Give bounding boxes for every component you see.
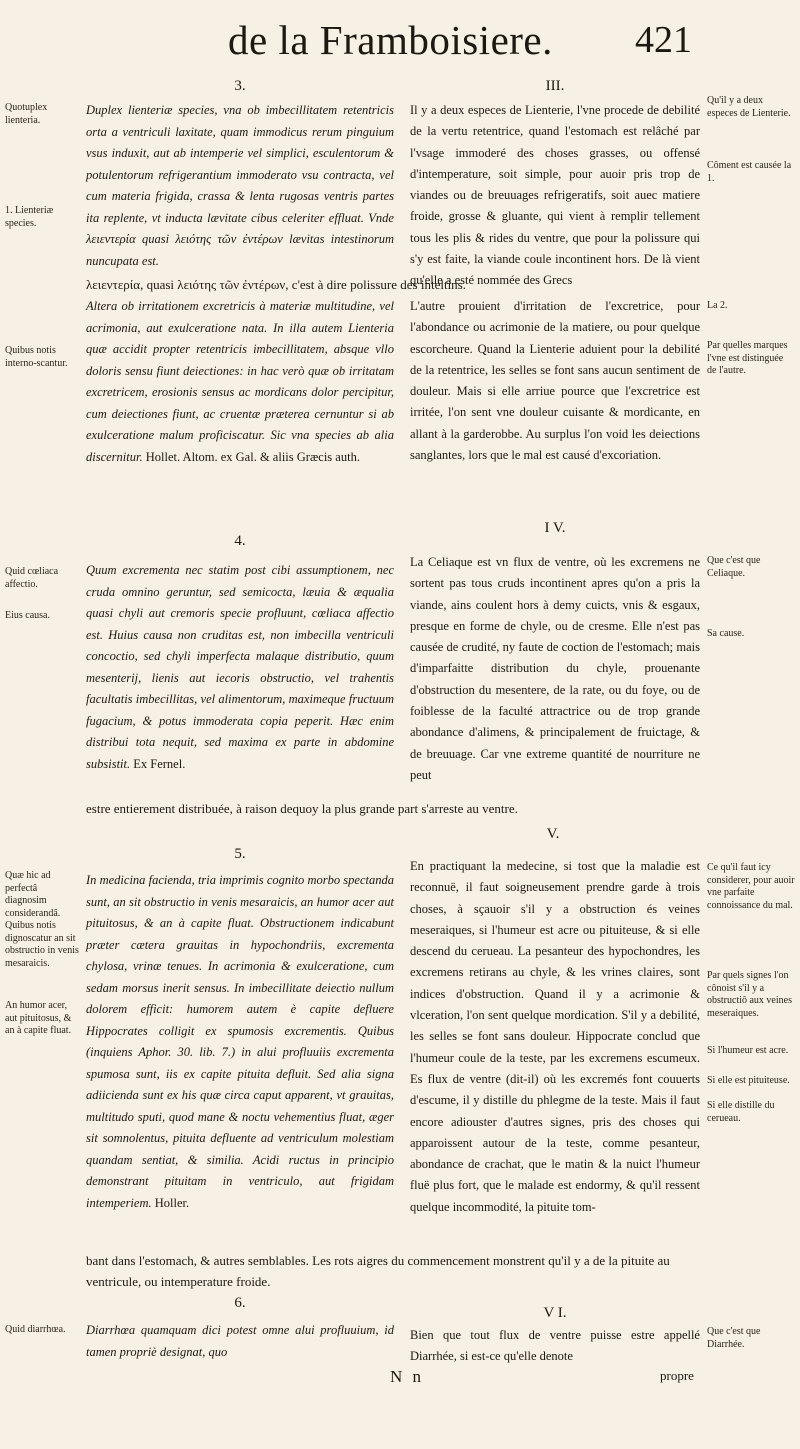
running-header bbox=[0, 16, 800, 76]
margin-note-right: Si l'humeur est acre. bbox=[707, 1045, 789, 1056]
latin-paragraph bbox=[86, 296, 394, 490]
margin-note-left: Quibus notis interno-scantur. bbox=[5, 345, 68, 369]
margin-note-right: Si elle distille du cerueau. bbox=[707, 1100, 775, 1124]
latin-paragraph: Diarrhœa quamquam dici potest omne alui profluuium, id tamen propriè designat, quo bbox=[86, 1323, 394, 1359]
margin-note-right: Sa cause. bbox=[707, 628, 745, 639]
section-number-french: III. bbox=[545, 78, 565, 94]
french-paragraph: En practiquant la medecine, si tost que la maladie est reconnuë, il faut soigneusement prendre garde à trois choses, à sçauoir s'il y a obstruction és veines meseraiques, si l'humeur est acre ou pituiteuse, & si elle descend du cerueau. La pesanteur des hypochondres, les excremens retirans au chyle, & les vrines claires, sont indices d'obstruction. Quand il y a acrimonie & vlceration, l'on sent quelque mordication. S'il y a debilité, les selles se font sans douleur. Hippocrate conclud que l'humeur coule de la teste, par les excremens escumeux. Es flux de ventre (dit-il) où les excremés font couuerts d'escume, il y distille du phlegme de la teste. Mais il faut encore adiouster d'autres signes, pris des choses qui apparoissent autour de la teste, comme pesanteur, abondance de crachat, que le matin & la nuict l'humeur fluë plus fort, que le malade est endormy, & qu'il ressent quelque incommodité, la pituite tom- bbox=[410, 859, 700, 1214]
section-number-french: I V. bbox=[544, 520, 566, 536]
latin-source: Hollet. Altom. ex Gal. & aliis Græcis auth. bbox=[145, 449, 360, 464]
margin-note-right: Que c'est que Diarrhée. bbox=[707, 1326, 761, 1350]
section-number-latin: 3. bbox=[234, 78, 246, 94]
margin-note-left: Quid diarrhœa. bbox=[5, 1324, 66, 1335]
shared-line: bant dans l'estomach, & autres semblables. Les rots aigres du commencement monstrent qu'il y a de la pituite au ventricule, ou intemperature froide. bbox=[86, 1253, 670, 1289]
signature-mark: N n bbox=[390, 1367, 425, 1386]
latin-paragraph bbox=[86, 870, 394, 1248]
section-number-latin: 6. bbox=[234, 1295, 246, 1311]
margin-note-right: Ce qu'il faut icy considerer, pour auoir vne parfaite connoissance du mal. bbox=[707, 862, 795, 911]
catchword: propre bbox=[660, 1368, 694, 1383]
section-number-french: V I. bbox=[543, 1305, 567, 1321]
french-paragraph: L'autre prouient d'irritation de l'excretrice, pour l'abondance ou acrimonie de la matiere, ou pour quelque escorcheure. Quand la Lienterie aduient pour la debilité de la retentrice, les selles se font sans aucun sentiment de douleur. Mais si elle arriue pource que l'excretrice est irritée, l'on sent vne douleur cuisante & mordicante, en allant à la garderobbe. Au surplus l'on void les deiections sanglantes, lors que le mal est causé d'excoriation. bbox=[410, 299, 700, 463]
margin-note-right: Par quelles marques l'vne est distinguée de l'autre. bbox=[707, 340, 788, 376]
margin-note-left: Quid cœliaca affectio. bbox=[5, 566, 59, 590]
margin-note-right: Par quels signes l'on cônoist s'il y a obstructiô aux veines meseraiques. bbox=[707, 970, 792, 1019]
latin-source: Ex Fernel. bbox=[133, 756, 186, 771]
latin-text: Altera ob irritationem excretricis à materiæ multitudine, vel acrimonia, aut exulceratione nata. In illa autem Lienteria quæ accidit propter retentricis imbecillitatem, absque vllo doloris sensu fiunt deiectiones: in hac verò quæ ob irritatam excretricem, erosionis sensus ac mordicans dolor percipitur, cum deiectiones fiunt, ac cruentæ præterea cernuntur si ab exulceratione malum proficiscatur. Sic vna species ab alia discernitur. bbox=[86, 299, 394, 464]
margin-note-left: An humor acer, aut pituitosus, & an à capite fluat. bbox=[5, 1000, 72, 1036]
latin-text: In medicina facienda, tria imprimis cognito morbo spectanda sunt, an sit obstructio in venis mesaraicis, an humor acer aut pituitosus, & an à capite fluat. Obstructionem indicabunt præter cætera grauitas in hypochondriis, excrementa chylosa, vrinæ tenues. In acrimonia & exulceratione, cum sedam morsus inerit sensus. In imbecillitate deiectio nullum dolorem efficit: humorem autem è capite defluere Hippocrates colligit ex spumosis excrementis. Quibus (inquiens Aphor. 30. lib. 7.) in alui profluuiis excrementa spumosa sunt, iis ex capite pituita defluit. Sed alia signa adiicienda sunt ex his quæ circa caput apparent, vt grauitas, multitudo sputi, quod mane & noctu vehementius fluat, æger sit somnolentus, pituita defluente ad ventriculum molestiam quandam sentiat, & similia. Acidi ructus in principio demonstrant pituitam in ventriculo, aut frigidam intemperiem. bbox=[86, 873, 394, 1210]
section-number-french: V. bbox=[546, 826, 560, 842]
margin-note-right: Que c'est que Celiaque. bbox=[707, 555, 761, 579]
latin-paragraph bbox=[86, 560, 394, 795]
section-number-latin: 5. bbox=[234, 846, 246, 862]
latin-text: Quum excrementa nec statim post cibi assumptionem, nec cruda omnino geruntur, sed semicocta, læuia & æqualia quasi chyli aut cremoris specie profluunt, cœliaca affectio est. Huius causa non cruditas est, non imbecilla ventriculi concoctio, sed chyli imperfecta malaque distributio, quum mesenterij, lienis aut iecoris obstructio, vel trahentis facultatis imbecillitas, vel alimentorum, maximeque fructuum fugacium, & potus immoderata copia peperit. Hæc enim distribui tota nequit, sed maxima ex parte in abdomine subsistit. bbox=[86, 563, 394, 771]
margin-note-right: La 2. bbox=[707, 300, 728, 311]
margin-note-left: Quibus notis dignoscatur an sit obstructio in venis mesaraicis. bbox=[5, 920, 79, 969]
latin-paragraph: Duplex lienteriæ species, vna ob imbecillitatem retentricis orta a ventriculi laxitate, quam immodicus rerum pinguium vsus induxit, aut ab intemperie vel simplici, esculentorum & potulentorum refrigerantium immoderato vsu contracta, vel cum materia frigida, crassa & lenta rugosas ventris partes ita replente, vt inducta lævitate cibus celeriter effluat. Vnde λειεντερία quasi λειότης τῶν ἐντέρων lævitas intestinorum nuncupata est. bbox=[86, 103, 394, 268]
page-number: 421 bbox=[635, 19, 692, 61]
shared-line: estre entierement distribuée, à raison dequoy la plus grande part s'arreste au ventre. bbox=[86, 801, 518, 816]
margin-note-left: Eius causa. bbox=[5, 610, 50, 621]
french-paragraph: Il y a deux especes de Lienterie, l'vne procede de debilité de la vertu retentrice, quand l'estomach est relâché par l'vsage immoderé des choses grasses, ou offensé d'intemperature, soit simple, pour auoir pris trop de viandes ou de breuuages refrigeratifs, soit auec matiere froide, grosse & gluante, qui vient à remplir tellement tous les plis & rides du ventre, que pour la polissure qui s'y est faite, la viande coule incontinent hors. De là vient qu'elle a esté nommée des Grecs bbox=[410, 103, 700, 288]
shared-line: λειεντερία, quasi λειότης τῶν ἐντέρων, c'est à dire polissure des inteltins. bbox=[86, 277, 466, 292]
french-paragraph: Bien que tout flux de ventre puisse estre appellé Diarrhée, si est-ce qu'elle denote bbox=[410, 1328, 700, 1364]
latin-source: Holler. bbox=[154, 1195, 190, 1210]
margin-note-left: 1. Lienteriæ species. bbox=[5, 205, 54, 229]
margin-note-left: Quotuplex lienteria. bbox=[5, 102, 48, 126]
margin-note-left: Quæ hic ad perfectâ diagnosim considerandâ. bbox=[5, 870, 61, 919]
french-paragraph: La Celiaque est vn flux de ventre, où les excremens ne sortent pas tous cruds incontinent apres qu'on a pris la viande, ains coulent hors à demy cuicts, vnis & esgaux, presque en forme de chyle, ou de cresme. Elle n'est pas causée de crudité, ny faute de coction de l'estomach; mais d'imparfaitte distribution du chyle, prouenante d'obstruction du mesentere, de la rate, ou du foye, ou de foiblesse de la faculté attractrice ou de trop grande abondance d'alimens, & principalement de fruictage, & de breuuage. Car vne extreme quantité de nourriture ne peut bbox=[410, 555, 700, 782]
running-title: de la Framboisiere. bbox=[228, 17, 553, 63]
section-number-latin: 4. bbox=[234, 533, 246, 549]
margin-note-right: Qu'il y a deux especes de Lienterie. bbox=[707, 95, 791, 119]
margin-note-right: Si elle est pituiteuse. bbox=[707, 1075, 790, 1086]
margin-note-right: Côment est causée la 1. bbox=[707, 160, 792, 184]
